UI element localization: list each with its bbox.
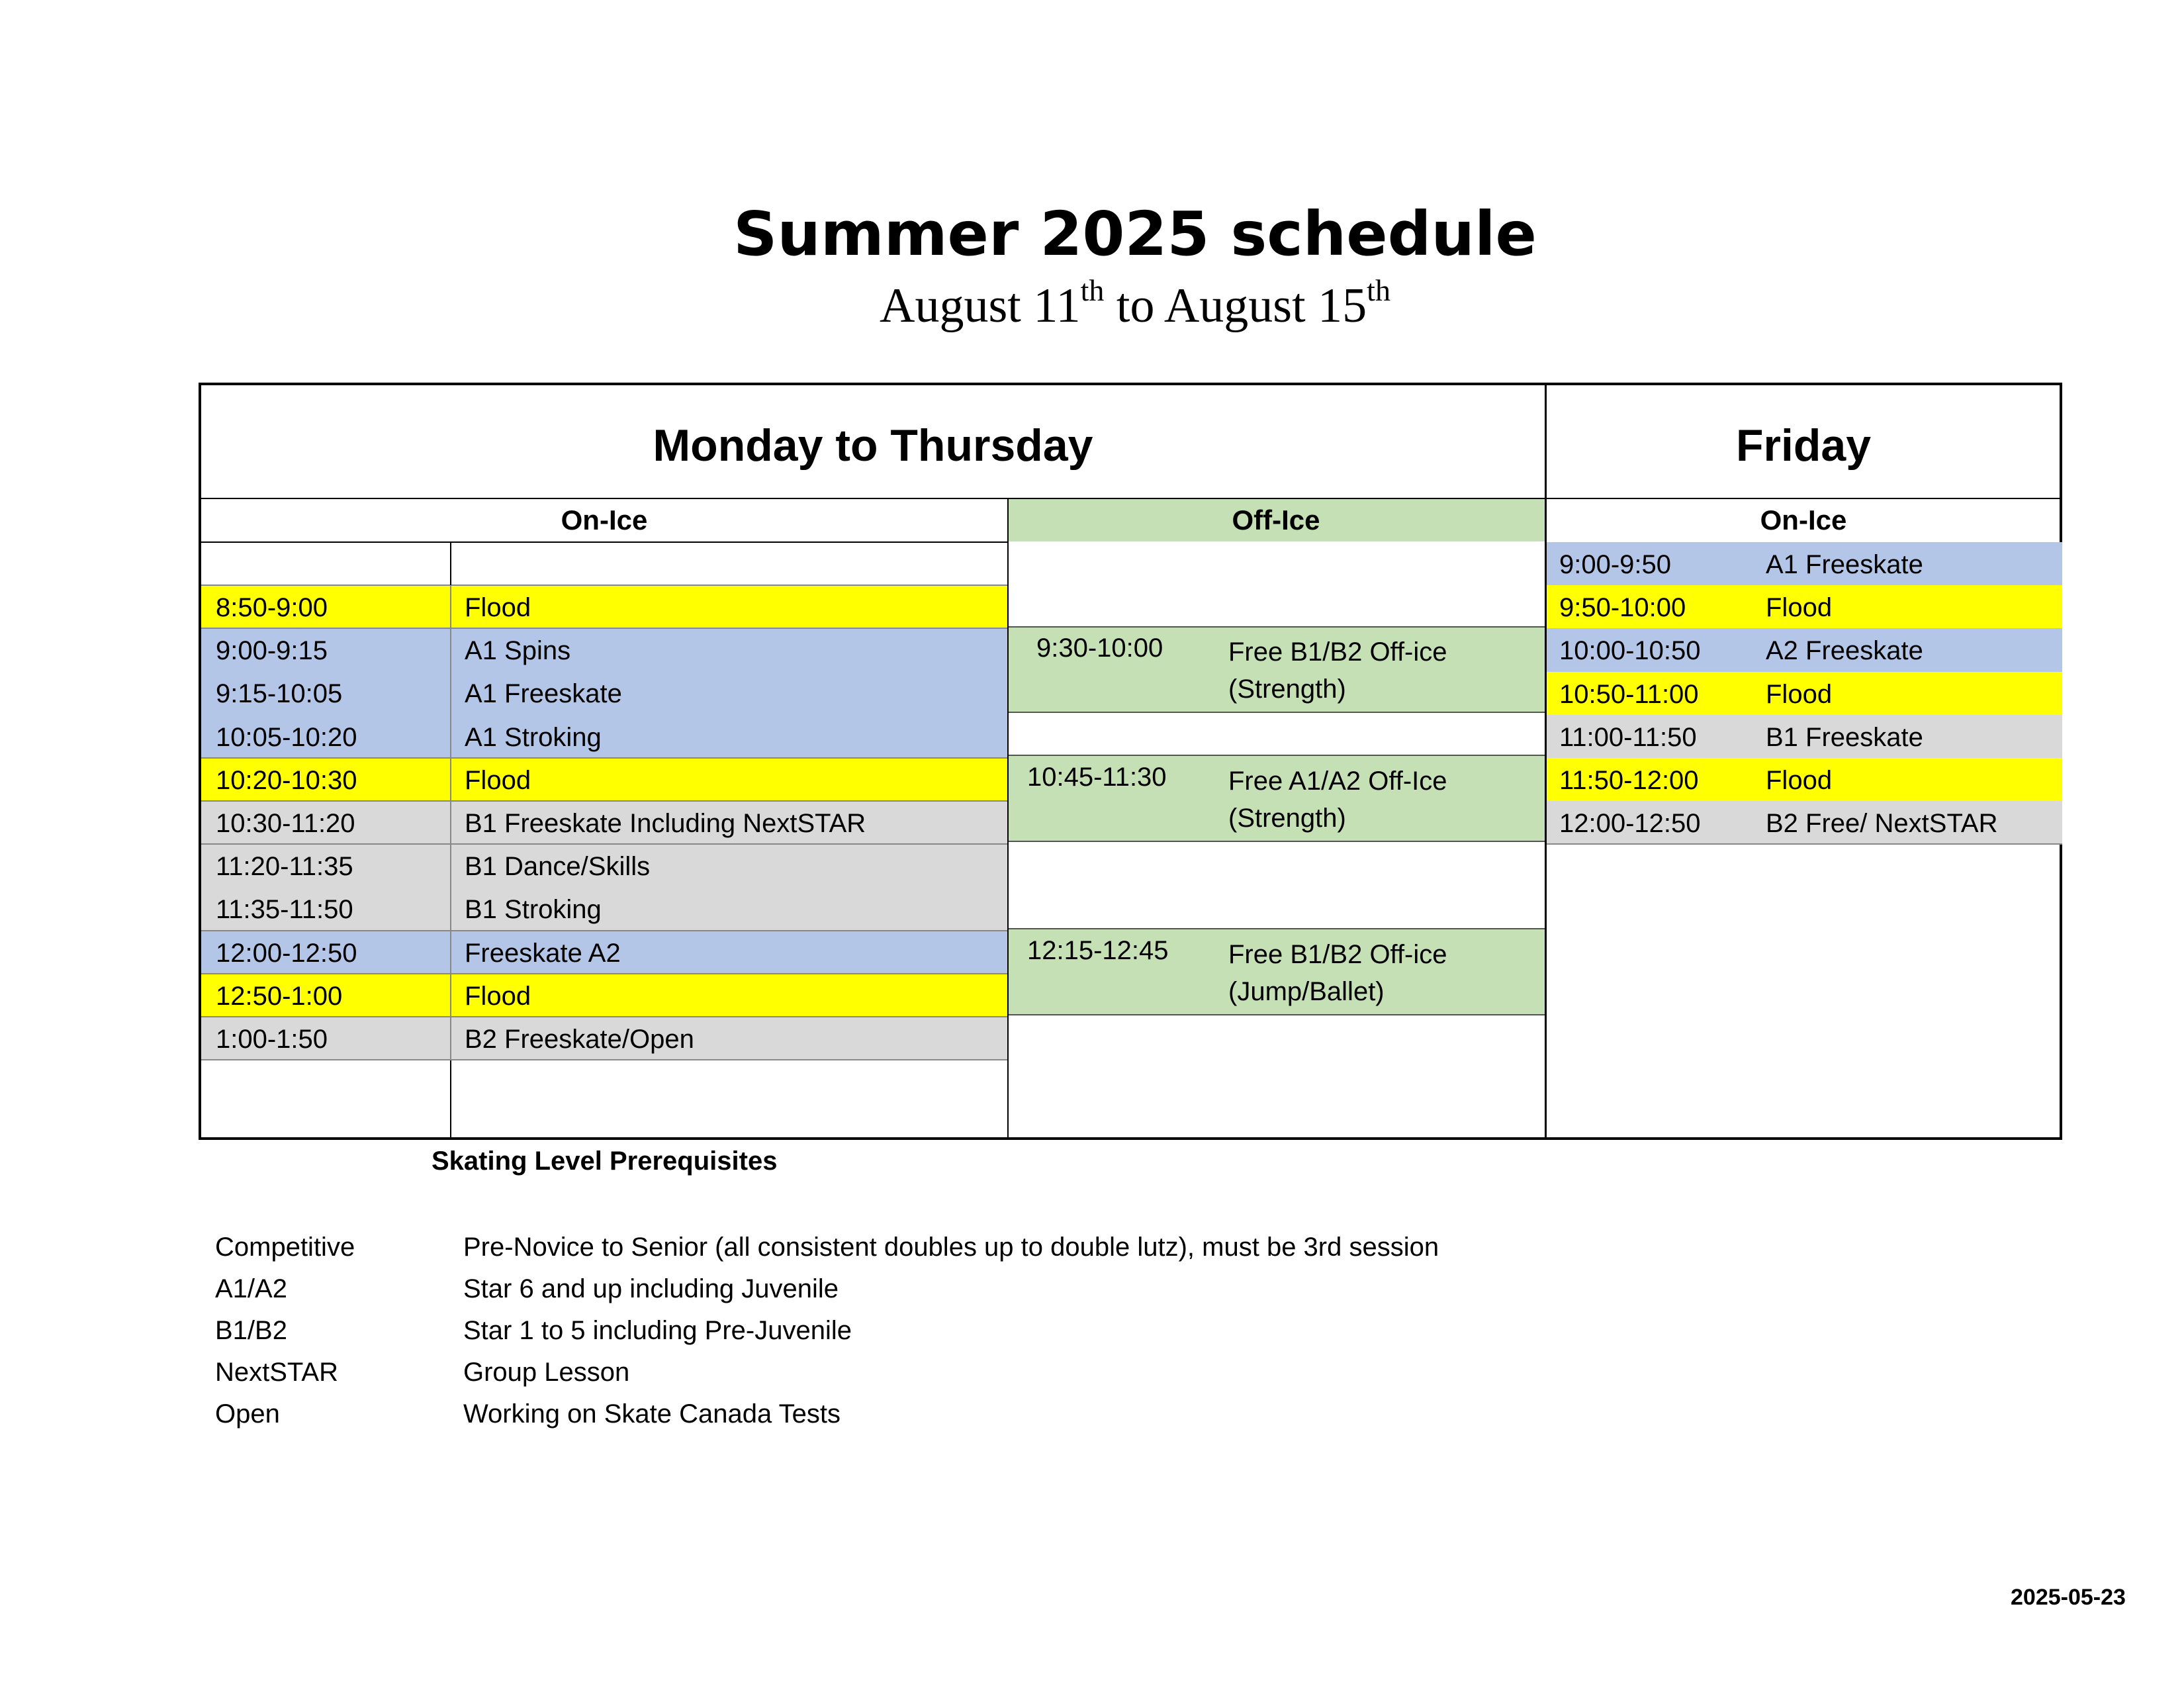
subtitle-part2: to August 15 bbox=[1104, 279, 1367, 333]
off-ice-line1: Free A1/A2 Off-Ice bbox=[1228, 767, 1447, 796]
on-ice-time: 12:50-1:00 bbox=[216, 981, 343, 1011]
on-ice-activity: A1 Spins bbox=[465, 636, 571, 666]
friday-activity: Flood bbox=[1766, 766, 1833, 795]
mon-thu-time-divider-bottom bbox=[450, 1060, 451, 1140]
prerequisite-level: A1/A2 bbox=[215, 1274, 287, 1303]
on-ice-activity: B2 Freeskate/Open bbox=[465, 1025, 694, 1054]
document-date: 2025-05-23 bbox=[2011, 1585, 2126, 1610]
subtitle-sup2: th bbox=[1367, 273, 1390, 307]
friday-rows-bottom bbox=[1547, 843, 2062, 845]
on-ice-time: 1:00-1:50 bbox=[216, 1025, 328, 1054]
on-ice-time: 9:15-10:05 bbox=[216, 679, 343, 709]
on-ice-activity: B1 Freeskate Including NextSTAR bbox=[465, 809, 866, 838]
friday-time: 12:00-12:50 bbox=[1559, 809, 1701, 839]
off-ice-header: Off-Ice bbox=[1232, 504, 1320, 536]
subtitle-sup1: th bbox=[1080, 273, 1105, 307]
on-ice-activity: Flood bbox=[465, 593, 531, 622]
off-ice-block-bottom bbox=[1009, 1014, 1545, 1015]
page-title: Summer 2025 schedule bbox=[733, 199, 1537, 269]
on-ice-activity: B1 Stroking bbox=[465, 895, 602, 925]
on-ice-time: 8:50-9:00 bbox=[216, 593, 328, 622]
on-ice-time: 11:20-11:35 bbox=[216, 852, 353, 882]
friday-activity: Flood bbox=[1766, 679, 1833, 709]
off-ice-time: 10:45-11:30 bbox=[1027, 763, 1167, 792]
prerequisite-description: Working on Skate Canada Tests bbox=[463, 1399, 841, 1429]
off-ice-divider bbox=[1007, 498, 1009, 1140]
time-activity-divider bbox=[450, 585, 451, 1060]
heading-divider bbox=[201, 498, 2062, 499]
on-ice-time: 10:30-11:20 bbox=[216, 809, 355, 838]
subheader-divider-left bbox=[201, 541, 1007, 543]
mon-thu-on-ice-header: On-Ice bbox=[561, 504, 648, 536]
friday-on-ice-header: On-Ice bbox=[1760, 504, 1847, 536]
on-ice-activity: B1 Dance/Skills bbox=[465, 852, 651, 882]
friday-time: 10:50-11:00 bbox=[1559, 679, 1699, 709]
friday-activity: Flood bbox=[1766, 593, 1833, 623]
off-ice-time: 12:15-12:45 bbox=[1027, 936, 1169, 965]
on-ice-activity: Freeskate A2 bbox=[465, 938, 621, 968]
on-ice-activity: A1 Freeskate bbox=[465, 679, 622, 709]
on-ice-time: 11:35-11:50 bbox=[216, 895, 353, 925]
mon-thu-time-divider-top bbox=[450, 541, 451, 585]
on-ice-time: 10:20-10:30 bbox=[216, 765, 357, 795]
row-separator bbox=[201, 757, 1007, 759]
on-ice-time: 12:00-12:50 bbox=[216, 938, 357, 968]
prerequisites-title: Skating Level Prerequisites bbox=[432, 1147, 778, 1176]
row-separator bbox=[201, 1059, 1007, 1060]
prerequisite-level: Open bbox=[215, 1399, 280, 1429]
off-ice-mid-divider bbox=[1009, 755, 1545, 756]
prerequisite-level: B1/B2 bbox=[215, 1316, 287, 1345]
friday-activity: B1 Freeskate bbox=[1766, 722, 1923, 752]
friday-activity: B2 Free/ NextSTAR bbox=[1766, 809, 1998, 839]
prerequisite-description: Group Lesson bbox=[463, 1358, 630, 1387]
row-separator bbox=[201, 973, 1007, 974]
friday-heading: Friday bbox=[1735, 420, 1872, 471]
friday-activity: A1 Freeskate bbox=[1766, 550, 1923, 579]
date-range-subtitle bbox=[0, 273, 2184, 334]
row-separator bbox=[201, 585, 1007, 586]
friday-time: 9:50-10:00 bbox=[1559, 593, 1686, 623]
off-ice-line2: (Strength) bbox=[1228, 675, 1346, 704]
off-ice-mid-divider bbox=[1009, 928, 1545, 929]
off-ice-line1: Free B1/B2 Off-ice bbox=[1228, 637, 1447, 667]
friday-activity: A2 Freeskate bbox=[1766, 636, 1923, 666]
prerequisite-level: Competitive bbox=[215, 1233, 355, 1262]
subtitle-part1: August 11 bbox=[880, 279, 1081, 333]
row-separator bbox=[201, 843, 1007, 845]
off-ice-top-divider bbox=[1009, 626, 1545, 628]
off-ice-block-bottom bbox=[1009, 712, 1545, 713]
friday-time: 11:50-12:00 bbox=[1559, 766, 1699, 795]
prerequisite-level: NextSTAR bbox=[215, 1358, 338, 1387]
prerequisite-description: Star 1 to 5 including Pre-Juvenile bbox=[463, 1316, 852, 1345]
schedule-table bbox=[199, 383, 2062, 1140]
on-ice-activity: A1 Stroking bbox=[465, 722, 602, 752]
off-ice-line1: Free B1/B2 Off-ice bbox=[1228, 940, 1447, 969]
mon-thu-heading: Monday to Thursday bbox=[653, 420, 1093, 471]
off-ice-line2: (Jump/Ballet) bbox=[1228, 977, 1385, 1006]
prerequisite-description: Pre-Novice to Senior (all consistent doubles up to double lutz), must be 3rd session bbox=[463, 1233, 1439, 1262]
row-separator bbox=[201, 1016, 1007, 1017]
on-ice-activity: Flood bbox=[465, 765, 531, 795]
friday-time: 11:00-11:50 bbox=[1559, 722, 1697, 752]
on-ice-activity: Flood bbox=[465, 981, 531, 1011]
on-ice-time: 9:00-9:15 bbox=[216, 636, 328, 666]
row-separator bbox=[201, 930, 1007, 931]
off-ice-block-bottom bbox=[1009, 841, 1545, 842]
row-separator bbox=[201, 628, 1007, 629]
prerequisite-description: Star 6 and up including Juvenile bbox=[463, 1274, 839, 1303]
row-separator bbox=[201, 800, 1007, 802]
friday-time: 10:00-10:50 bbox=[1559, 636, 1701, 666]
off-ice-time: 9:30-10:00 bbox=[1036, 633, 1163, 663]
on-ice-time: 10:05-10:20 bbox=[216, 722, 357, 752]
off-ice-line2: (Strength) bbox=[1228, 804, 1346, 833]
friday-time: 9:00-9:50 bbox=[1559, 550, 1672, 579]
